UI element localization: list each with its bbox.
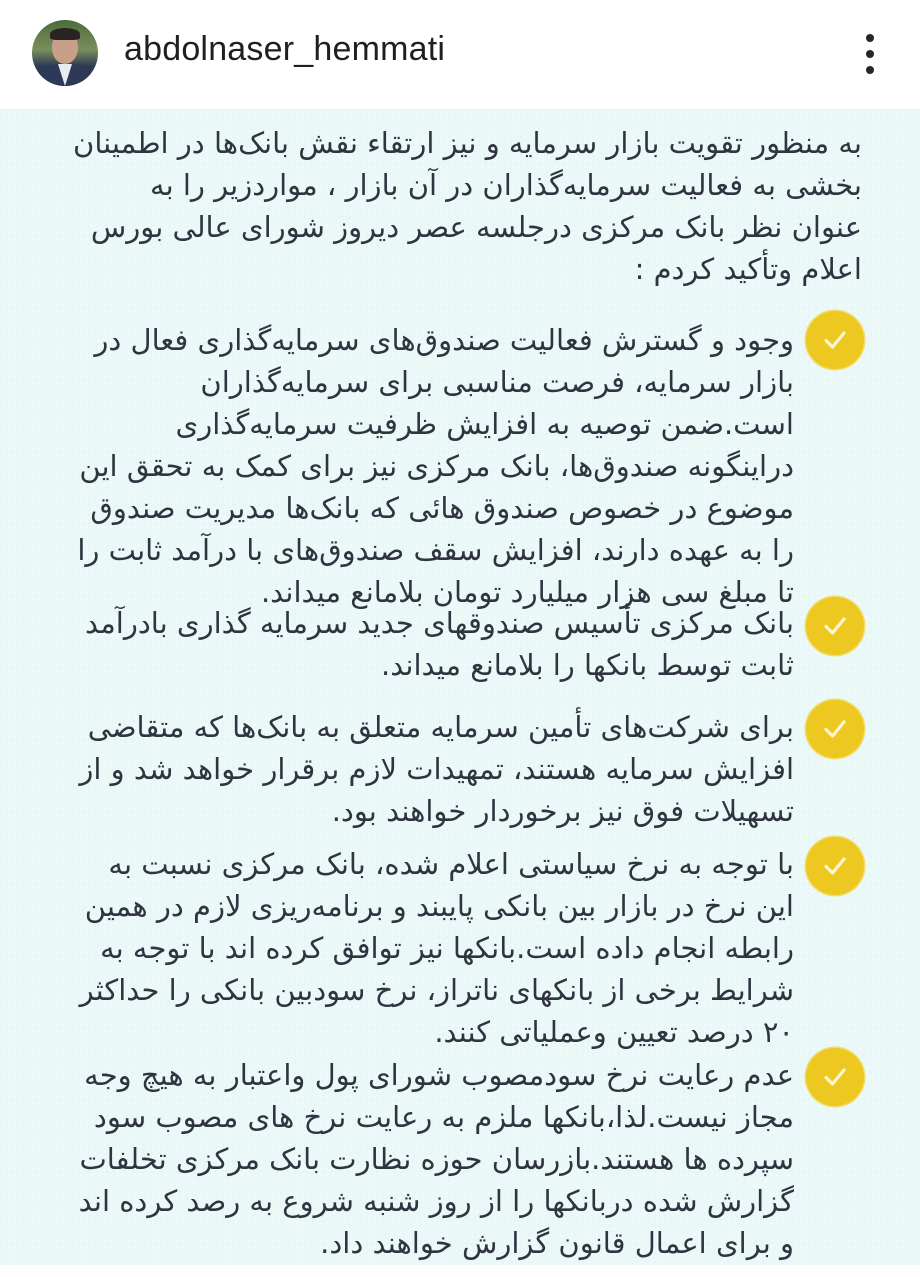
check-circle-icon bbox=[806, 700, 864, 758]
check-circle-icon bbox=[806, 1048, 864, 1106]
more-vertical-icon bbox=[866, 34, 874, 42]
avatar[interactable] bbox=[32, 20, 98, 86]
avatar-hair bbox=[50, 28, 80, 40]
more-vertical-icon bbox=[866, 50, 874, 58]
list-item-text: عدم رعایت نرخ سودمصوب شورای پول واعتبار به هیچ وجه مجاز نیست.لذا،بانکها ملزم به رعایت نرخ های مصوب سود سپرده ها هستند.بازرسان حوزه نظارت بانک مرکزی تخلفات گزارش شده دربانکها را از روز شنبه شروع به رصد کرده اند و برای اعمال قانون گزارش خواهند داد. bbox=[78, 1058, 794, 1260]
more-options-button[interactable] bbox=[856, 30, 884, 78]
list-item-text: برای شرکت‌های تأمین سرمایه متعلق به بانک‌ها که متقاضی افزایش سرمایه هستند، تمهیدات لازم برقرار خواهد شد و از تسهیلات فوق نیز برخوردار خواهند بود. bbox=[79, 710, 794, 828]
post-header bbox=[0, 0, 920, 110]
list-item-text: وجود و گسترش فعالیت صندوق‌های سرمایه‌گذاری فعال در بازار سرمایه، فرصت مناسبی برای سرمایه‌گذاران است.ضمن توصیه به افزایش ظرفیت سرمایه‌گذاری دراینگونه صندوق‌ها، بانک مرکزی نیز برای کمک به تحقق این موضوع در خصوص صندوق هائی که بانک‌ها مدیریت صندوق را به عهده دارند، افزایش سقف صندوق‌های با درآمد ثابت را تا مبلغ سی هزار میلیارد تومان بلامانع میداند. bbox=[77, 323, 794, 609]
check-circle-icon bbox=[806, 311, 864, 369]
username[interactable]: abdolnaser_hemmati bbox=[124, 30, 446, 68]
check-circle-icon bbox=[806, 837, 864, 895]
footer-strip bbox=[0, 1265, 920, 1277]
list-item-text: بانک مرکزی تأسیس صندوقهای جدید سرمایه گذاری بادرآمد ثابت توسط بانکها را بلامانع میداند. bbox=[85, 606, 794, 682]
post-intro-text: به منظور تقویت بازار سرمایه و نیز ارتقاء نقش بانک‌ها در اطمینان بخشی به فعالیت سرمایه‌گذاران در آن بازار ، مواردزیر را به عنوان نظر بانک مرکزی درجلسه عصر دیروز شورای عالی بورس اعلام وتأکید کردم : bbox=[73, 126, 862, 286]
check-circle-icon bbox=[806, 597, 864, 655]
list-item-text: با توجه به نرخ سیاستی اعلام شده، بانک مرکزی نسبت به این نرخ در بازار بین بانکی پایبند و برنامه‌ریزی لازم در همین رابطه انجام داده است.بانکها نیز توافق کرده اند با توجه به شرایط برخی از بانکهای ناتراز، نرخ سودبین بانکی را حداکثر ۲۰ درصد تعیین وعملیاتی کنند. bbox=[79, 847, 794, 1049]
more-vertical-icon bbox=[866, 66, 874, 74]
